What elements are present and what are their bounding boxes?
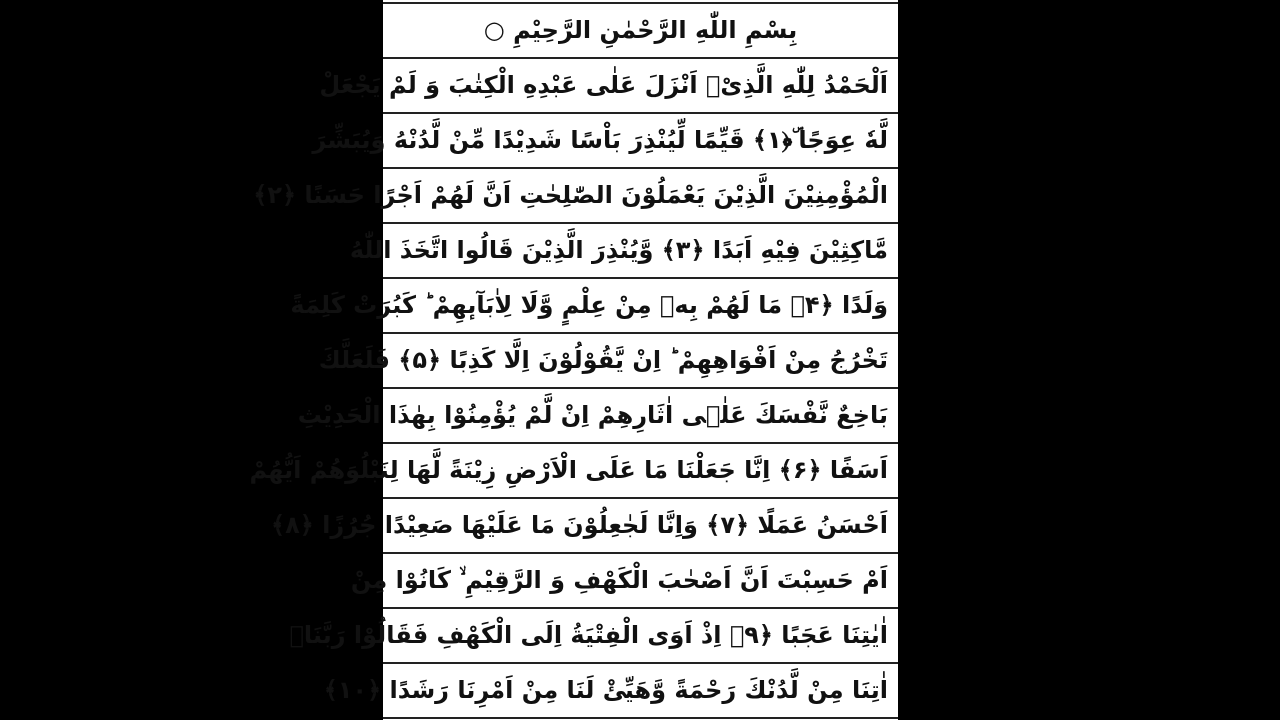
text-line: الْمُؤْمِنِیْنَ الَّذِیْنَ یَعْمَلُوْنَ الصّٰلِحٰتِ اَنَّ لَهُمْ اَجْرًا حَسَنًا ﴿۲﴾ xyxy=(383,169,898,224)
text-line: لَّهٗ عِوَجًا ۜ﴿۱﴾ قَیِّمًا لِّیُنْذِرَ بَاْسًا شَدِیْدًا مِّنْ لَّدُنْهُ وَیُبَشِّرَ xyxy=(383,114,898,169)
text-line: تَخْرُجُ مِنْ اَفْوَاهِهِمْ ؕ اِنْ یَّقُوْلُوْنَ اِلَّا كَذِبًا ﴿۵﴾ فَلَعَلَّكَ xyxy=(383,334,898,389)
basmala-line: بِسْمِ اللّٰهِ الرَّحْمٰنِ الرَّحِیْمِ ○ xyxy=(383,4,898,59)
text-line: اَمْ حَسِبْتَ اَنَّ اَصْحٰبَ الْكَهْفِ وَ الرَّقِیْمِ ۙ كَانُوْا مِنْ xyxy=(383,554,898,609)
text-line: اٰیٰتِنَا عَجَبًا ﴿۹﴾ اِذْ اَوَى الْفِتْیَةُ اِلَى الْكَهْفِ فَقَالُوْا رَبَّنَاۤ xyxy=(383,609,898,664)
text-line: بَاخِعٌ نَّفْسَكَ عَلٰۤى اٰثَارِهِمْ اِنْ لَّمْ یُؤْمِنُوْا بِهٰذَا الْحَدِیْثِ xyxy=(383,389,898,444)
text-line: اَسَفًا ﴿۶﴾ اِنَّا جَعَلْنَا مَا عَلَى الْاَرْضِ زِیْنَةً لَّهَا لِنَبْلُوَهُمْ اَیُّهُمْ xyxy=(383,444,898,499)
text-line: اَلْحَمْدُ لِلّٰهِ الَّذِیْۤ اَنْزَلَ عَلٰى عَبْدِهِ الْكِتٰبَ وَ لَمْ یَجْعَلْ xyxy=(383,59,898,114)
text-line: اٰتِنَا مِنْ لَّدُنْكَ رَحْمَةً وَّهَیِّئْ لَنَا مِنْ اَمْرِنَا رَشَدًا ﴿۱۰﴾ xyxy=(383,664,898,719)
text-line: وَلَدًا ﴿۴﴾ مَا لَهُمْ بِهٖ مِنْ عِلْمٍ وَّلَا لِاٰبَآىٕهِمْ ؕ كَبُرَتْ كَلِمَةً xyxy=(383,279,898,334)
quran-page xyxy=(249,0,898,720)
text-line: اَحْسَنُ عَمَلًا ﴿۷﴾ وَاِنَّا لَجٰعِلُوْنَ مَا عَلَیْهَا صَعِیْدًا جُرُزًا ﴿۸﴾ xyxy=(383,499,898,554)
text-line: مَّاكِثِیْنَ فِیْهِ اَبَدًا ﴿۳﴾ وَّیُنْذِرَ الَّذِیْنَ قَالُوا اتَّخَذَ اللّٰهُ xyxy=(383,224,898,279)
